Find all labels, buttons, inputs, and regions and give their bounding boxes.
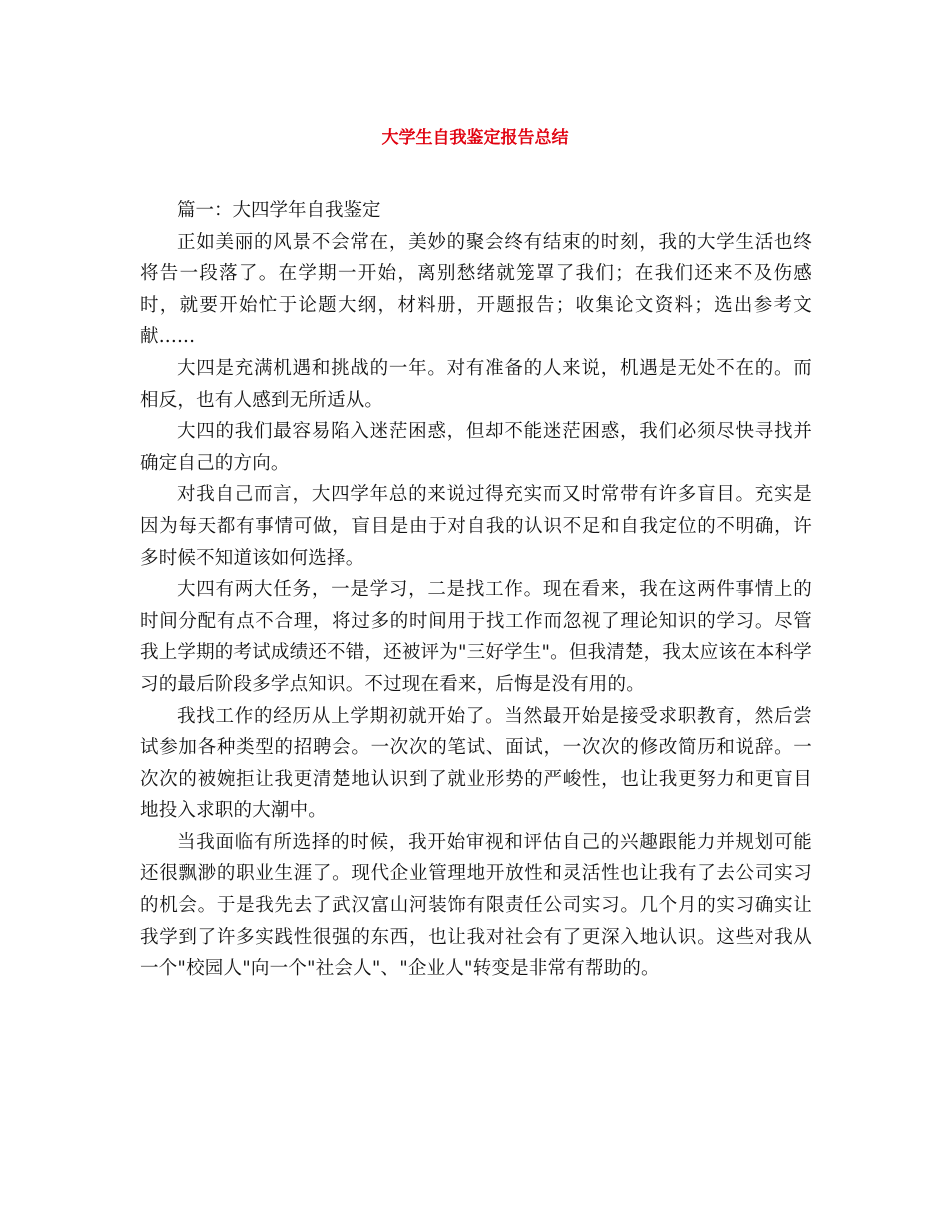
paragraph: 正如美丽的风景不会常在，美妙的聚会终有结束的时刻，我的大学生活也终将告一段落了。在学期一开始，离别愁绪就笼罩了我们；在我们还来不及伤感时，就要开始忙于论题大纲，材料册，开题报告；收集论文资料；选出参考文献...... <box>140 231 812 348</box>
paragraph: 我找工作的经历从上学期初就开始了。当然最开始是接受求职教育，然后尝试参加各种类型的招聘会。一次次的笔试、面试，一次次的修改简历和说辞。一次次的被婉拒让我更清楚地认识到了就业形势的严峻性，也让我更努力和更盲目地投入求职的大潮中。 <box>140 705 812 822</box>
document-body <box>140 195 812 985</box>
section-heading: 篇一：大四学年自我鉴定 <box>177 200 381 221</box>
paragraph: 当我面临有所选择的时候，我开始审视和评估自己的兴趣跟能力并规划可能还很飘渺的职业生涯了。现代企业管理地开放性和灵活性也让我有了去公司实习的机会。于是我先去了武汉富山河装饰有限责任公司实习。几个月的实习确实让我学到了许多实践性很强的东西，也让我对社会有了更深入地认识。这些对我从一个"校园人"向一个"社会人"、"企业人"转变是非常有帮助的。 <box>140 831 812 980</box>
paragraph: 对我自己而言，大四学年总的来说过得充实而又时常带有许多盲目。充实是因为每天都有事情可做，盲目是由于对自我的认识不足和自我定位的不明确，许多时候不知道该如何选择。 <box>140 484 812 569</box>
document-title: 大学生自我鉴定报告总结 <box>381 128 569 148</box>
paragraph: 大四的我们最容易陷入迷茫困惑，但却不能迷茫困惑，我们必须尽快寻找并确定自己的方向。 <box>140 421 812 474</box>
paragraph: 大四是充满机遇和挑战的一年。对有准备的人来说，机遇是无处不在的。而相反，也有人感到无所适从。 <box>140 357 812 411</box>
paragraph: 大四有两大任务，一是学习，二是找工作。现在看来，我在这两件事情上的时间分配有点不合理，将过多的时间用于找工作而忽视了理论知识的学习。尽管我上学期的考试成绩还不错，还被评为"三好学生"。但我清楚，我太应该在本科学习的最后阶段多学点知识。不过现在看来，后悔是没有用的。 <box>140 579 812 695</box>
